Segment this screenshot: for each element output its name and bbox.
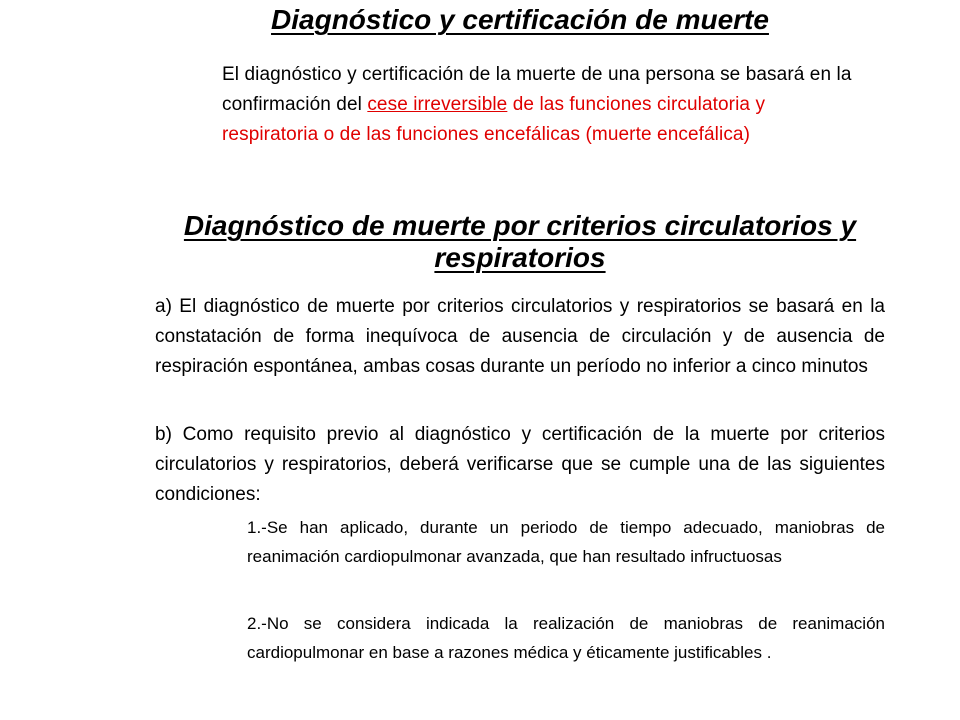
intro-text-black: El diagnóstico y certificación de la muerte de una persona se basará en la confirmación del bbox=[222, 64, 852, 115]
condition-item-2: 2.-No se considera indicada la realización de maniobras de reanimación cardiopulmonar en base a razones médica y éticamente justificables . bbox=[247, 614, 885, 662]
condition-item-1: 1.-Se han aplicado, durante un periodo de tiempo adecuado, maniobras de reanimación cardiopulmonar avanzada, que han resultado infructuosas bbox=[247, 518, 885, 566]
intro-highlight-underlined: cese irreversible bbox=[367, 94, 508, 115]
section-title-death-diagnosis: Diagnóstico y certificación de muerte bbox=[271, 4, 769, 35]
intro-paragraph bbox=[222, 60, 862, 150]
section-title-circulatory-criteria: Diagnóstico de muerte por criterios circulatorios y respiratorios bbox=[183, 210, 857, 273]
intro-text-red: de las funciones circulatoria y respiratoria o de las funciones encefálicas (muerte encefálica) bbox=[222, 94, 766, 145]
paragraph-a: a) El diagnóstico de muerte por criterios circulatorios y respiratorios se basará en la constatación de forma inequívoca de ausencia de circulación y de ausencia de respiración espontánea, ambas cosas durante un período no inferior a cinco minutos bbox=[155, 296, 885, 377]
paragraph-b: b) Como requisito previo al diagnóstico y certificación de la muerte por criterios circulatorios y respiratorios, deberá verificarse que se cumple una de las siguientes condiciones: bbox=[155, 424, 885, 505]
